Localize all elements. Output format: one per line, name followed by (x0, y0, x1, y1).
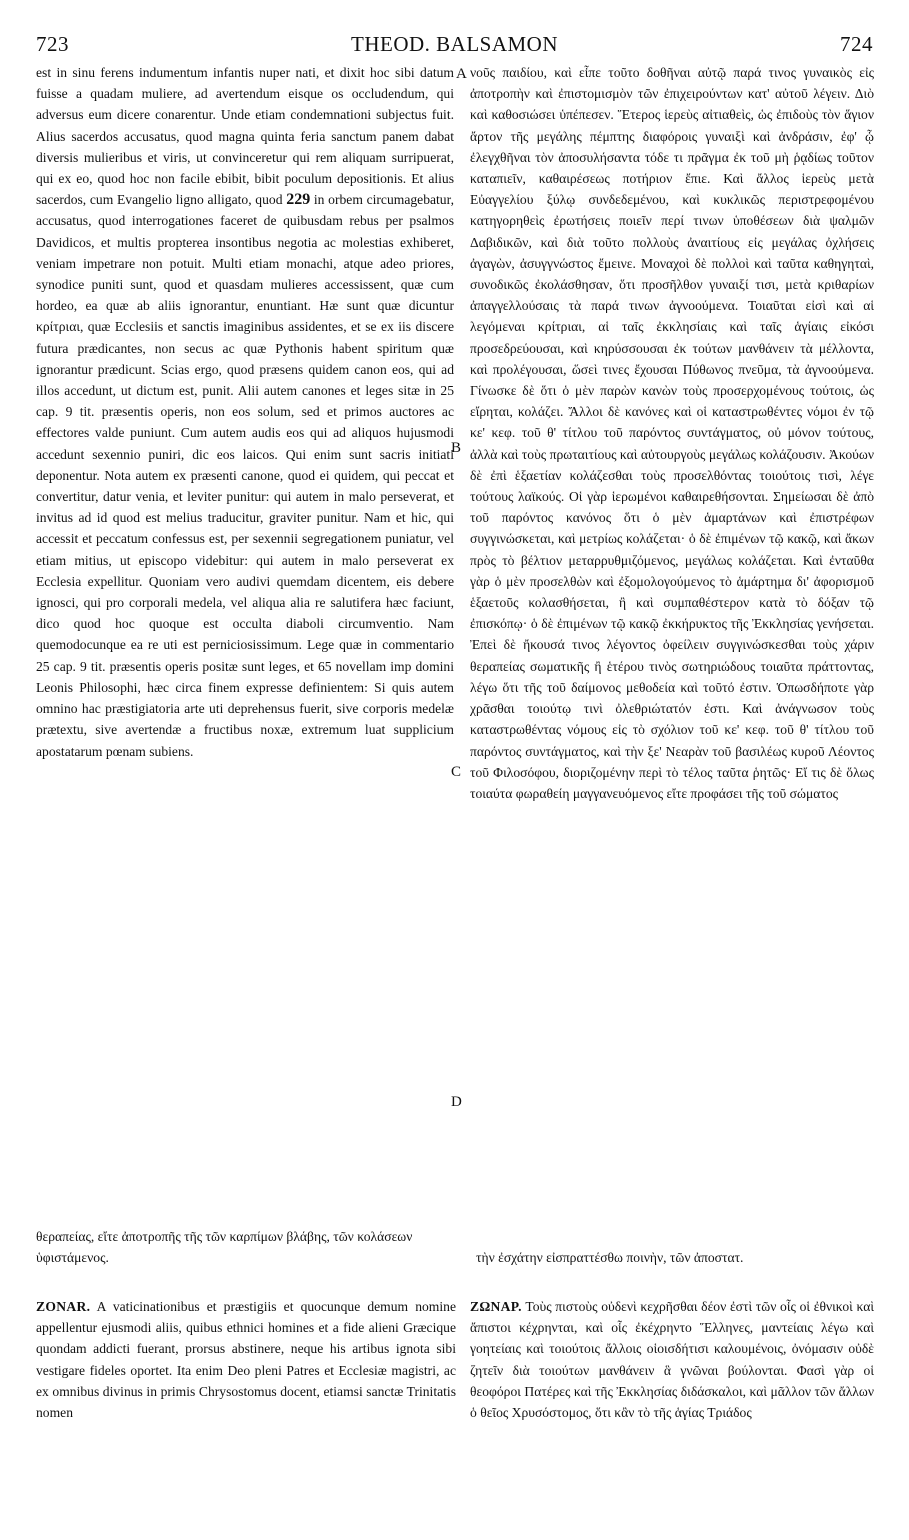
running-title: THEOD. BALSAMON (351, 32, 558, 56)
greek-continuation-left: θεραπείας, εἴτε ἀποτροπῆς τῆς τῶν καρπίμων βλάβης, τῶν κολάσεων ὑφιστάμενος. (36, 1229, 413, 1266)
running-header (36, 32, 873, 60)
greek-column (470, 62, 874, 1222)
zonaras-greek-text: Τοὺς πιστοὺς οὐδενὶ κεχρῆσθαι δέον ἐστὶ τῶν οἷς οἱ ἐθνικοὶ καὶ ἄπιστοι κέχρηνται, καὶ οἷς ἐκέχρηντο Ἕλληνες, μαντείαις λέγω καὶ γοητείαις καὶ τοιούτοις ἄλλοις οἱοισδήτισι καλουμένοις, ὀνόμασιν οὐδὲ ζητεῖν διὰ τοιούτων μανθάνειν ἃ γνῶναι βούλονται. Φασὶ γὰρ οἱ θεοφόροι Πατέρες καὶ τῆς Ἐκκλησίας διδάσκαλοι, καὶ μᾶλλον τῶν ἄλλων ὁ θεῖος Χρυσόστομος, ὅτι κἂν τὸ τῆς ἁγίας Τριάδος (470, 1299, 874, 1421)
zonaras-latin-text: A vaticinationibus et præstigiis et quocunque demum nomine appellentur ejusmodi aliis, quibus ethnici homines et a fide alieni Græcique quondam addicti fuerant, prorsus abstinere, neque his artibus ignota sibi vestigare fideles oportet. Ita enim Deo pleni Patres et Ecclesiæ magistri, ac ex omnibus divinus in primis Chrysostomus docent, etiamsi sanctæ Trinitatis nomen (36, 1299, 456, 1421)
page-number-left: 723 (36, 32, 69, 56)
zonaras-latin-paragraph (36, 1296, 456, 1423)
margin-marker-c: C (451, 764, 462, 780)
latin-column (36, 62, 454, 1222)
greek-paragraph: νοῦς παιδίου, καὶ εἶπε τοῦτο δοθῆναι αὐτῷ παρά τινος γυναικὸς εἰς ἀποτροπὴν καὶ ἐπιστομισμὸν τῶν ἐπιχειρούντων κατ' αὐτοῦ λέγειν. Διὸ καὶ καθοσιώσει ὑπέπεσεν. Ἕτερος ἱερεὺς αἰτιαθεὶς, ὡς ἐπιδοὺς τὸν ἅγιον ἄρτον τῆς μεγάλης πέμπτης διαφόροις γυναιξὶ καὶ ἀνδράσιν, ἐφ' ᾧ ἐλεγχθῆναι τὸν ἀποσυλήσαντα τόδε τι πρᾶγμα ἐκ τοῦ μὴ ῥᾳδίως τοῦτον καταπιεῖν, καθαιρέσεως ποτήριον ἔπιε. Καὶ ἄλλος ἱερεὺς μετὰ Εὐαγγελίου ξύλῳ συνδεδεμένου, καὶ κυκλικῶς περιστρεφομένου κατηγορηθεὶς ἐρωτήσεις ποιεῖν περί τινων ὑποθέσεων διὰ ψαλμῶν Δαβιδικῶν, καὶ διὰ τοῦτο πολλοὺς ἀναιτίους εἰς μεγάλας ὀχλήσεις ἀγαγὼν, ἀσυγγνώστος ἔμεινε. Μοναχοὶ δὲ πολλοὶ καὶ ταῦτα καθηγηταὶ, συνοδικῶς ἐκολάσθησαν, ὅτι προσῆλθον γυναιξί τισι, μετὰ κριθαρίων ἀπαγγελλούσαις τὰ παρά τινων ἀγνοούμενα. Τοιαῦται εἰσὶ καὶ αἱ λεγόμεναι κρίτριαι, αἱ ταῖς ἐκκλησίαις καὶ ταῖς ἁγίαις εἰκόσι προσεδρεύουσαι, καὶ κηρύσσουσαι ἐκ τούτων μανθάνειν τὰ μέλλοντα, καὶ προλέγουσαι, ὥσεὶ τινες ἔχουσαι Πύθωνος πνεῦμα, τὰ ἀγνοούμενα. Γίνωσκε δὲ ὅτι ὁ μὲν παρὼν κανὼν τοὺς προσερχομένους τούτοις, ὡς εἴρηται, κολάζει. Ἄλλοι δὲ κανόνες καὶ οἱ καταστρωθέντες νόμοι ἐν τῷ κε' κεφ. τοῦ θ' τίτλου τοῦ παρόντος συντάγματος, οὐ μόνον τούτους, ἀλλὰ καὶ τοὺς πρωταιτίους καὶ αὐτουργοὺς μεγάλως κολάζουσιν. Ἀκούων δὲ ἐπὶ ἑξαετίαν κολάζεσθαι τοὺς προσελθόντας τοιούτοις τισὶ, λέγε τούτους λαϊκούς. Οἱ γὰρ ἱερωμένοι καθαιρεθήσονται. Σημείωσαι δὲ ἀπὸ τοῦ παρόντος κανόνος ὅτι ὁ μὲν ἁμαρτάνων καὶ ἐπιστρέφων συγγινώσκεται, καὶ μετρίως κολάζεται· ὁ δὲ ἐπιμένων τῷ κακῷ, καὶ ἄκων πρὸς τὸ βέλτιον μεταρρυθμιζόμενος, μεγάλως κολάζεται. Καὶ ἐνταῦθα γὰρ ὁ μὲν προσελθὼν καὶ ἐξομολογούμενος τὸ ἁμάρτημα δι' ἀφορισμοῦ ἑξαετοῦς κολασθήσεται, ἢ καὶ συμπαθέστερον κατὰ τὸ δόξαν τῷ ἐπισκόπῳ· ὁ δὲ ἐπιμένων τῷ κακῷ ἐκκήρυκτος τῆς Ἐκκλησίας γενήσεται. Ἐπεὶ δὲ ἤκουσά τινος λέγοντος ὀφείλειν συγγινώσκεσθαι τοὺς χάριν θεραπείας σωματικῆς ἢ ἑτέρου τινὸς σωτηριώδους τοιαῦτα πράττοντας, λέγω ὅτι τῆς τοῦ δαίμονος μεθοδεία καὶ τοῦτό ἐστιν. Ὁπωσδήποτε γὰρ χρᾶσθαι τοιούτῳ τινὶ ὀλεθριώτατόν ἐστι. Καὶ ἀνάγνωσον τοὺς καταστρωθέντας νόμους εἰς τὸ σχόλιον τοῦ κε' κεφ. τοῦ θ' τίτλου τοῦ παρόντος συντάγματος, καὶ τὴν ξε' Νεαρὰν τοῦ βασιλέως κυροῦ Λέοντος τοῦ Φιλοσόφου, διοριζομένην περὶ τὸ τέλος ταῦτα ῥητῶς· Εἴ τις δὲ ὅλως τοιαύτα φωραθείη μαγγανευόμενος εἴτε προφάσει τῆς τοῦ σώματος (470, 65, 874, 801)
margin-marker-b: B (451, 440, 462, 456)
zonaras-greek-lead: ΖΩΝΑΡ. (470, 1299, 522, 1314)
margin-marker-d: D (451, 1094, 462, 1110)
latin-paragraph (36, 62, 454, 762)
zonaras-latin-column (36, 1296, 456, 1526)
zonaras-latin-lead: ZONAR. (36, 1299, 91, 1314)
zonaras-greek-column (470, 1296, 874, 1526)
reference-number: 229 (286, 191, 311, 209)
greek-continuation-right: τὴν ἐσχάτην εἰσπραττέσθω ποινὴν, τῶν ἀποστατ. (476, 1250, 744, 1266)
greek-continuation (36, 1226, 874, 1268)
page-number-right: 724 (840, 32, 873, 56)
latin-text-part2: in orbem circumagebatur, accusatus, quod interrogationes faceret de quibusdam rebus per psalmos Davidicos, et multis propterea insontibus negotia ac molestias exhiberet, veniam impetrare non potuit. Multi etiam monachi, atque adeo priores, synodice puniti sunt, quod et quasdam mulieres accessissent, quæ cum hordeo, ea quæ ab aliis ignorantur, enuntiant. Hæ sunt quæ dicuntur κρίτριαι, quæ Ecclesiis et sanctis imaginibus assidentes, et se ex iis discere futura prædicantes, non secus ac quæ Pythonis habent spiritum quæ ignorantur prædicunt. Scias ergo, quod præsens quidem canon eos, qui ad illos accedunt, ut dictum est, punit. Alii autem canones et leges sitæ in 25 cap. 9 tit. præsentis operis, non eos solum, sed et primos auctores ac effectores valde puniunt. Cum autem audis eos qui ad aliquos hujusmodi accedunt sexennio puniri, dic eos laicos. Qui enim sunt sacris initiati deponentur. Nota autem ex præsenti canone, quod ei quidem, qui peccat et convertitur, datur venia, et leviter punitur: qui autem in malo perseverat, et invitus ad id quod est melius traducitur, graviter punitur. Nam et hic, qui accessit et peccatum confessus est, per sexennii segregationem puniatur, vel etiam mitius, ut episcopo videbitur: qui autem in malo perseverat ex Ecclesia expellitur. Quoniam vero audivi quemdam dicentem, eis debere ignosci, qui pro corporali medela, vel aliqua alia re salutifera hæc faciunt, dico quod hoc quoque est occulta diaboli circumventio. Nam quemodocunque ea re uti est perniciosissimum. Lege quæ in commentario 25 cap. 9 tit. præsentis operis positæ sunt leges, et 65 novellam imp domini Leonis Philosophi, hæc circa finem expresse definientem: Si quis autem omnino hac præstigiatoria arte uti deprehensus fuerit, sive corporis medelæ prætextu, sive avertendæ a fructibus noxæ, extremum luat supplicium apostatarum pœnam subiens. (36, 192, 454, 759)
latin-text-part1: est in sinu ferens indumentum infantis nuper nati, et dixit hoc sibi datum fuisse a quadam muliere, ad avertendum eisque os occludendum, qui adversus eum dicere conarentur. Unde etiam condemnationi subjectus fuit. Alius sacerdos accusatus, quod magna quinta feria sanctum panem dabat diversis mulieribus et viris, ut convinceretur qui rem aliquam surripuerat, qui ex eo, quod hoc non facile ebibit, bibit poculum depositionis. Et alius sacerdos, cum Evangelio ligno alligato, quod (36, 65, 454, 208)
zonaras-greek-paragraph (470, 1296, 874, 1423)
margin-marker-a: A (456, 66, 467, 82)
